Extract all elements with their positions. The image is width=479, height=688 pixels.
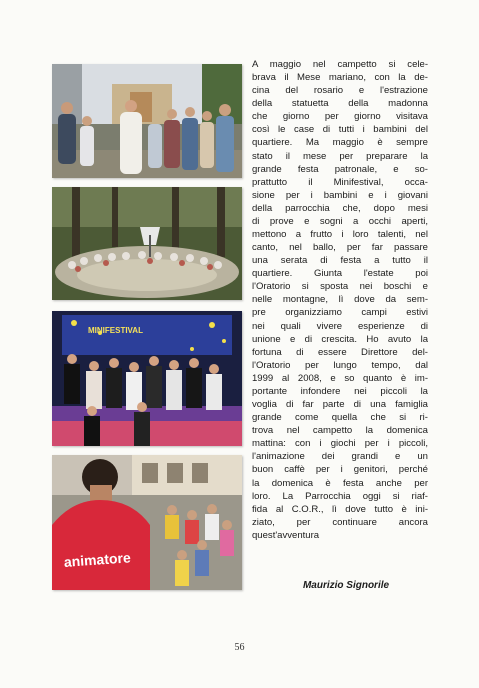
article-line: nelle montagne, lì dove da sem- xyxy=(252,294,428,306)
article-line: sione per i bambini e i giovani xyxy=(252,189,428,201)
article-line: della parrocchia che, dopo mesi xyxy=(252,202,428,214)
article-line: cina del rosario e l'estrazione xyxy=(252,85,428,97)
article-line: A maggio nel campetto si cele- xyxy=(252,59,428,70)
article-line: stato il mese per preparare la xyxy=(252,150,428,162)
article-line: pre organizziamo campi estivi xyxy=(252,307,428,319)
article-line: l'Oratorio per lungo tempo, dal xyxy=(252,359,428,371)
photo-may-gathering xyxy=(52,64,242,178)
article-line: canto, nel ballo, per far passare xyxy=(252,242,428,254)
stage-banner-text: MINIFESTIVAL xyxy=(88,326,143,335)
article-line: unione e di crescita. Ho avuto la xyxy=(252,333,428,345)
article-line: quartiere. Ma maggio è sempre xyxy=(252,137,428,149)
article-line: voglia di far parte di una famiglia xyxy=(252,399,428,411)
article-line: quest'avventura xyxy=(252,529,320,541)
article-line: loro. La Parrocchia oggi si riaf- xyxy=(252,490,428,502)
article-line: una serata di festa a tutto il xyxy=(252,255,428,267)
article-line: brava il Mese mariano, con la de- xyxy=(252,72,428,84)
article-line: mattina: con i giochi per i piccoli, xyxy=(252,438,428,450)
article-body xyxy=(252,58,428,542)
article-line: l'animazione dei grandi e un xyxy=(252,451,428,463)
shirt-text: animatore xyxy=(63,549,132,570)
article-line: 1999 al 2008, e so quanto è im- xyxy=(252,372,428,384)
article-line: così le case di tutti i bambini del xyxy=(252,124,428,136)
article-line: della statuetta della madonna xyxy=(252,98,428,110)
article-line: di prove e sogni a occhi aperti, xyxy=(252,215,428,227)
photo-minifestival-stage xyxy=(52,311,242,446)
article-line: grande festa patronale, e so- xyxy=(252,163,428,175)
article-line: mettono a frutto i loro talenti, nel xyxy=(252,229,428,241)
article-line: nei quali vivere esperienze di xyxy=(252,320,428,332)
article-line: trova nel campetto la domenica xyxy=(252,425,428,437)
author-signature: Maurizio Signorile xyxy=(302,580,390,591)
article-line: prattutto il Minifestival, occa- xyxy=(252,176,428,188)
photo-summer-camp-circle xyxy=(52,187,242,300)
article-line: portante infondere nei piccoli la xyxy=(252,385,428,397)
article-line: fida al C.O.R., lì dove tutto è ini- xyxy=(252,503,428,515)
article-line: che giorno per giorno visitava xyxy=(252,111,428,123)
page-number: 56 xyxy=(234,642,245,653)
article-line: la domenica è festa anche per xyxy=(252,477,428,489)
article-line: quartiere. Giunta l'estate poi xyxy=(252,268,428,280)
article-line: l'Oratorio si sposta nei boschi e xyxy=(252,281,428,293)
article-line: buon caffè per i genitori, perché xyxy=(252,464,428,476)
article-line: grande come quella che si ri- xyxy=(252,412,428,424)
article-line: ziato, per continuare ancora xyxy=(252,516,428,528)
article-line: fortuna di essere Direttore del- xyxy=(252,346,428,358)
photo-animatore-children xyxy=(52,455,242,590)
